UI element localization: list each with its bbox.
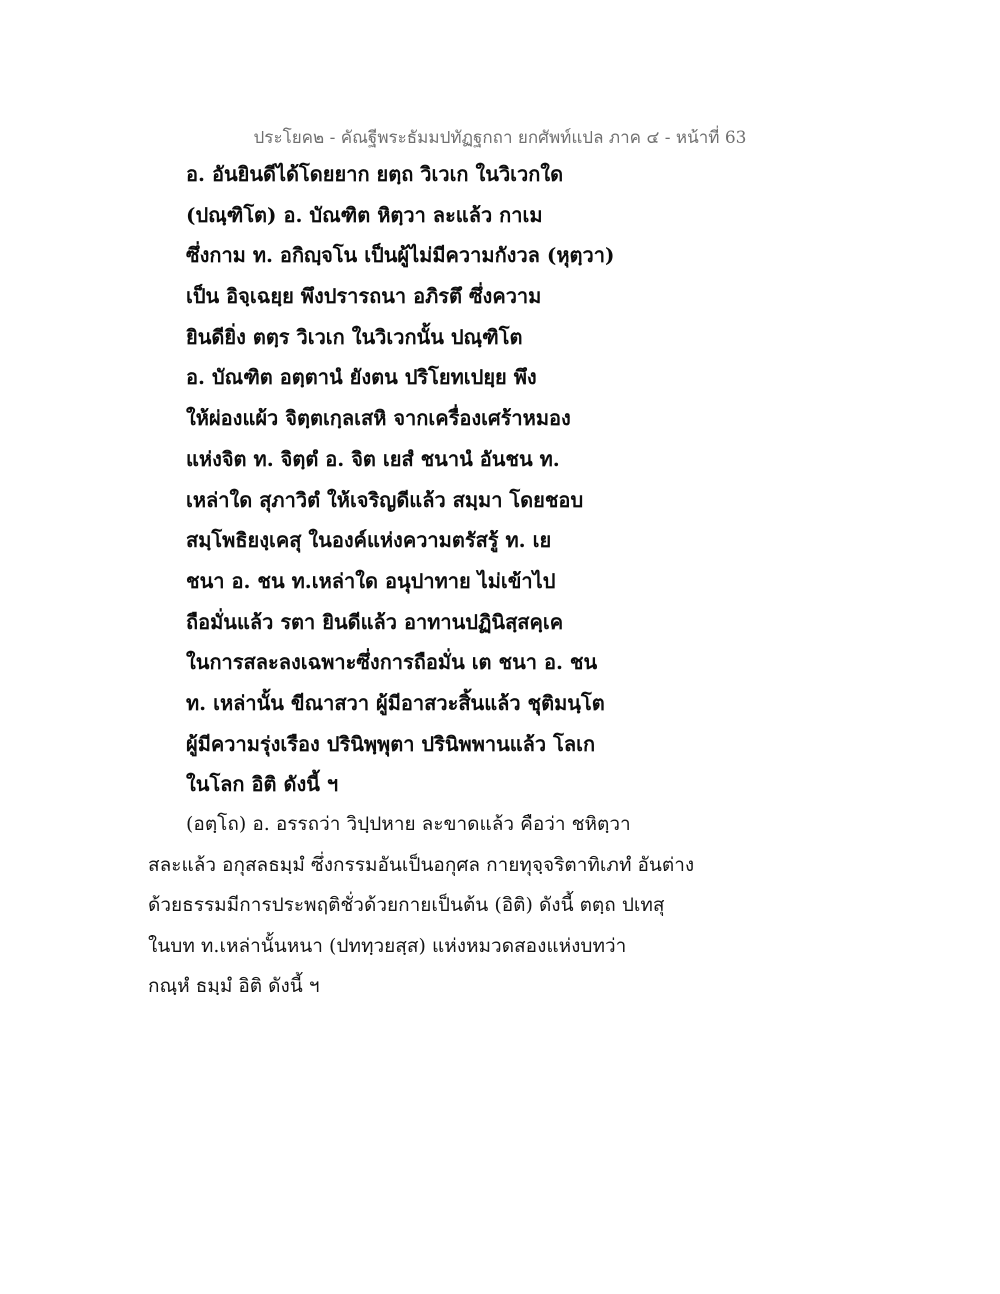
- verse-line: ให้ผ่องแผ้ว จิตฺตเกฺลเสหิ จากเครื่องเศร้าหมอง: [186, 406, 571, 431]
- verse-line: ท. เหล่านั้น ขีณาสวา ผู้มีอาสวะสิ้นแล้ว ชุติมนฺโต: [186, 690, 605, 715]
- commentary-line: ในบท ท.เหล่านั้นหนา (ปททฺวยสฺส) แห่งหมวดสองแห่งบทว่า: [148, 934, 627, 957]
- verse-line: ในโลก อิติ ดังนี้ ฯ: [186, 772, 339, 797]
- commentary-line: สละแล้ว อกุสลธมฺมํ ซึ่งกรรมอันเป็นอกุศล กายทุจฺจริตาทิเภทํ อันต่าง: [148, 853, 695, 876]
- verse-line: ถือมั่นแล้ว รตา ยินดีแล้ว อาทานปฏินิสฺสคฺเค: [186, 609, 564, 634]
- verse-translation-block: [186, 158, 614, 809]
- verse-line: อ. อันยินดีได้โดยยาก ยตฺถ วิเวเก ในวิเวกใด: [186, 162, 564, 186]
- verse-line: เป็น อิจฺเฉยฺย พึงปรารถนา อภิรตึ ซึ่งความ: [186, 284, 542, 309]
- verse-line: สมฺโพธิยงฺเคสุ ในองค์แห่งความตรัสรู้ ท. เย: [186, 528, 552, 553]
- commentary-paragraph: [148, 808, 694, 1011]
- verse-line: ซึ่งกาม ท. อกิญฺจโน เป็นผู้ไม่มีความกังวล (หุตฺวา): [186, 243, 615, 268]
- commentary-line: (อตฺโถ) อ. อรรถว่า วิปฺปหาย ละขาดแล้ว คือว่า ชหิตฺวา: [186, 813, 631, 835]
- commentary-line: ด้วยธรรมมีการประพฤติชั่วด้วยกายเป็นต้น (อิติ) ดังนี้ ตตฺถ ปเทสุ: [148, 894, 665, 916]
- commentary-line: กณฺหํ ธมฺมํ อิติ ดังนี้ ฯ: [148, 975, 320, 997]
- verse-line: ผู้มีความรุ่งเรือง ปรินิพฺพุตา ปรินิพพานแล้ว โลเก: [186, 731, 596, 756]
- verse-line: แห่งจิต ท. จิตฺตํ อ. จิต เยสํ ชนานํ อันชน ท.: [186, 446, 560, 471]
- verse-line: ยินดียิ่ง ตตฺร วิเวเก ในวิเวกนั้น ปณฺฑิโต: [186, 324, 523, 349]
- verse-line: อ. บัณฑิต อตฺตานํ ยังตน ปริโยทเปยฺย พึง: [186, 365, 537, 390]
- verse-line: ในการสละลงเฉพาะซึ่งการถือมั่น เต ชนา อ. ชน: [186, 650, 598, 675]
- verse-line: เหล่าใด สุภาวิตํ ให้เจริญดีแล้ว สมฺมา โดยชอบ: [186, 487, 584, 512]
- running-header: ประโยค๒ - คัณฐีพระธัมมปทัฏฐกถา ยกศัพท์แปล ภาค ๔ - หน้าที่ 63: [253, 128, 747, 148]
- verse-line: ชนา อ. ชน ท.เหล่าใด อนุปาทาย ไม่เข้าไป: [186, 568, 556, 593]
- verse-line: (ปณฺฑิโต) อ. บัณฑิต หิตฺวา ละแล้ว กาเม: [186, 202, 543, 227]
